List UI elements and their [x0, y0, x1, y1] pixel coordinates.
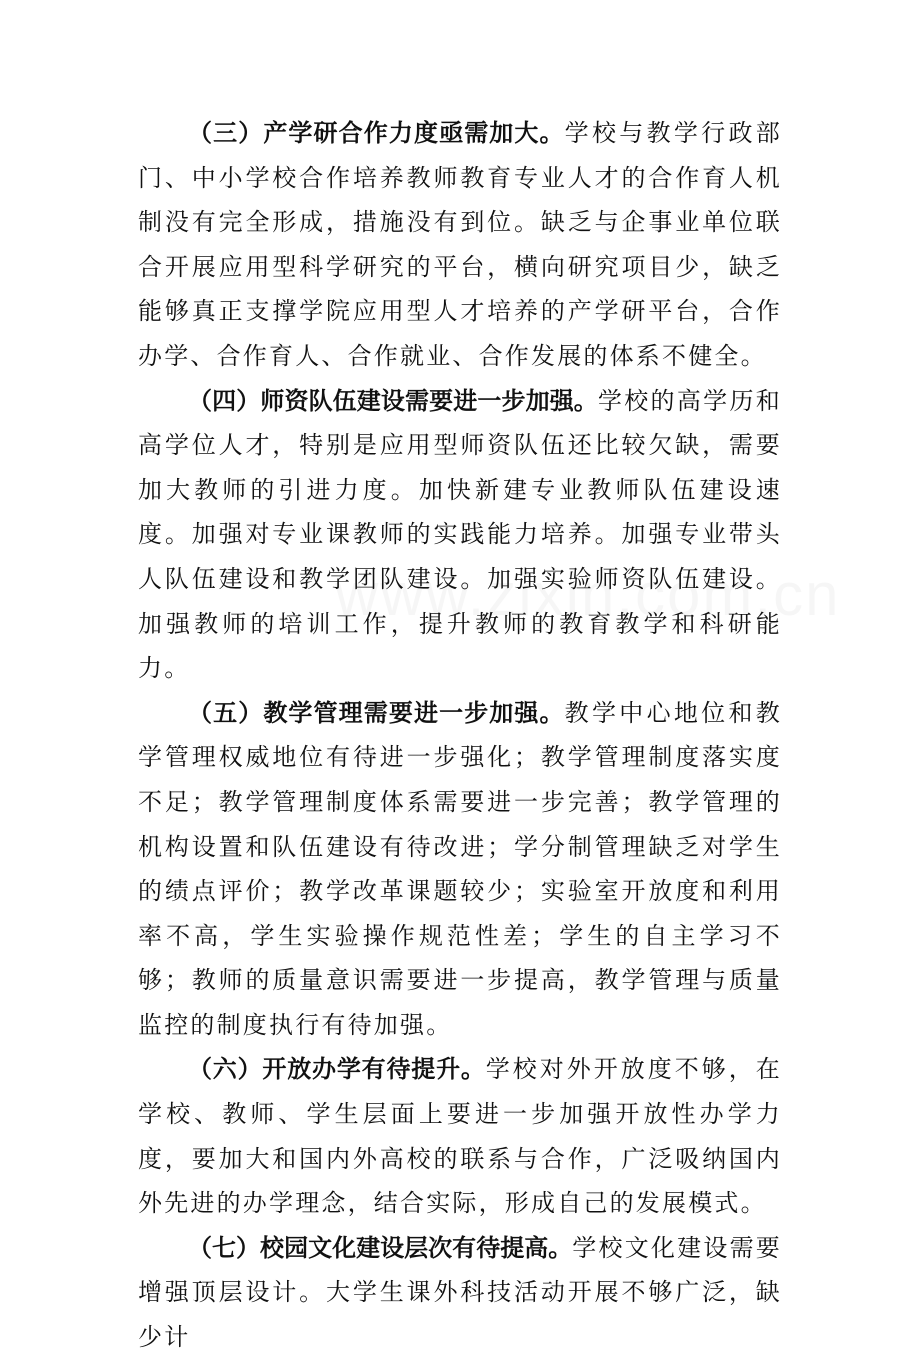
- paragraph-5: [138, 691, 782, 1048]
- section-body-6: 学校对外开放度不够，在学校、教师、学生层面上要进一步加强开放性办学力度，要加大和国内外高校的联系与合作，广泛吸纳国内外先进的办学理念，结合实际，形成自己的发展模式。: [138, 1055, 783, 1218]
- section-body-3: 学校与教学行政部门、中小学校合作培养教师教育专业人才的合作育人机制没有完全形成，措施没有到位。缺乏与企事业单位联合开展应用型科学研究的平台，横向研究项目少，缺乏能够真正支撑学院应用型人才培养的产学研平台，合作办学、合作育人、合作就业、合作发展的体系不健全。: [138, 119, 783, 370]
- section-heading-3: （三）产学研合作力度亟需加大。: [188, 119, 565, 147]
- paragraph-4: [138, 379, 782, 691]
- document-page: [138, 111, 782, 1360]
- section-heading-5: （五）教学管理需要进一步加强。: [188, 698, 565, 727]
- section-heading-4: （四）师资队伍建设需要进一步加强。: [188, 386, 598, 415]
- paragraph-6: [138, 1047, 782, 1225]
- section-body-7: 学校文化建设需要增强顶层设计。大学生课外科技活动开展不够广泛，缺少计: [138, 1233, 782, 1352]
- section-body-5: 教学中心地位和教学管理权威地位有待进一步强化；教学管理制度落实度不足；教学管理制度体系需要进一步完善；教学管理的机构设置和队伍建设有待改进；学分制管理缺乏对学生的绩点评价；教学改革课题较少；实验室开放度和利用率不高，学生实验操作规范性差；学生的自主学习不够；教师的质量意识需要进一步提高，教学管理与质量监控的制度执行有待加强。: [138, 698, 783, 1039]
- paragraph-3: [138, 111, 782, 379]
- section-heading-6: （六）开放办学有待提升。: [188, 1055, 486, 1084]
- section-heading-7: （七）校园文化建设层次有待提高。: [188, 1233, 573, 1262]
- section-body-4: 学校的高学历和高学位人才，特别是应用型师资队伍还比较欠缺，需要加大教师的引进力度。加快新建专业教师队伍建设速度。加强对专业课教师的实践能力培养。加强专业带头人队伍建设和教学团队建设。加强实验师资队伍建设。加强教师的培训工作，提升教师的教育教学和科研能力。: [138, 386, 782, 683]
- paragraph-7: [138, 1226, 782, 1360]
